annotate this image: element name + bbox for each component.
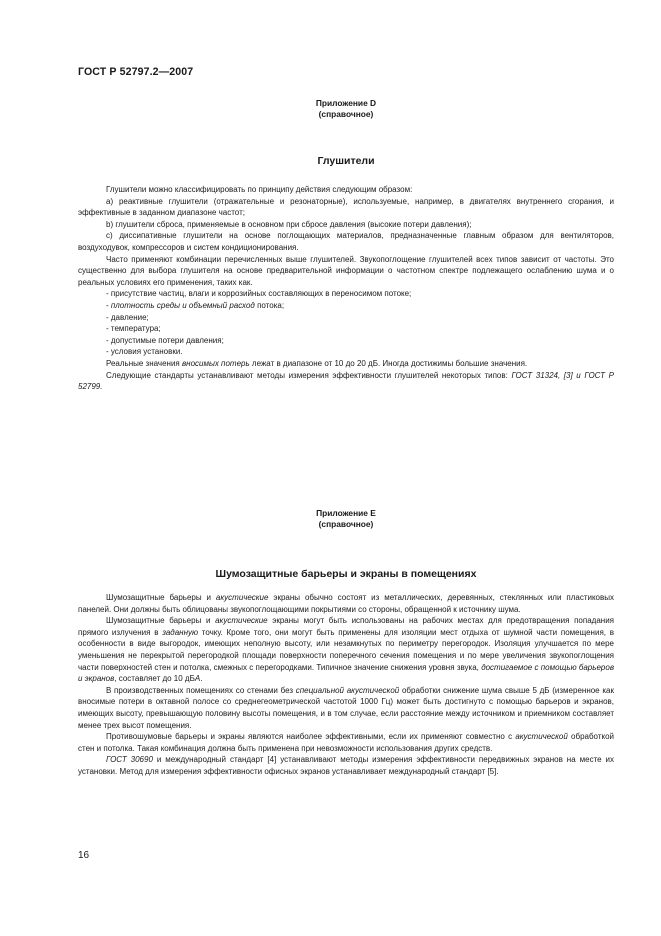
annex-d-title: Глушители <box>317 155 375 167</box>
annex-d-para-3-italic: вносимых потерь <box>181 358 250 368</box>
annex-e-title: Шумозащитные барьеры и экраны в помещениях <box>215 568 477 580</box>
annex-d-label: Приложение D <box>315 98 377 108</box>
annex-e-para-5: ГОСТ 30690 и международный стандарт [4] устанавливают методы измерения эффективности передвижных экранов на месте их установки. Метод для измерения эффективности офисных экранов устанавливает международный стандарт [5]. <box>78 755 615 776</box>
annex-e-para-3: В производственных помещениях со стенами без специальной акустической обработки снижение шума свыше 5 дБ (измеренное как вносимые потери в октавной полосе со среднегеометрической частотой 1000 Гц) может быть достигнуто с помощью барьеров и экранов, имеющих высоту, превышающую половину высоты помещения, и в том случае, если расстояние между источником и приемником составляет менее трех высот помещения. <box>78 685 614 730</box>
annex-d-para-2: Часто применяют комбинации перечисленных выше глушителей. Звукопоглощение глушителей всех типов зависит от частоты. Это существенно для выбора глушителя на основе предварительной информации о частотном спектре подлежащего ослаблению шума и о реальных условиях его применения, таких как. <box>78 254 614 287</box>
annex-e-sub: (справочное) <box>318 519 374 529</box>
annex-d-para-4: Следующие стандарты устанавливают методы измерения эффективности глушителей некоторых типов: ГОСТ 31324, [3] и ГОСТ Р 52799. <box>78 370 614 392</box>
annex-d-item-a: а) реактивные глушители (отражательные и резонаторные), используемые, например, в двигателях внутреннего сгорания, и эффективные в заданном диапазоне частот; <box>78 196 614 218</box>
document-code: ГОСТ Р 52797.2—2007 <box>78 66 194 78</box>
annex-d-dash-3: - давление; <box>106 312 149 322</box>
annex-e-body <box>78 592 614 778</box>
annex-e-para-2: Шумозащитные барьеры и акустические экраны могут быть использованы на рабочих местах для предотвращения попадания прямого излучения в заданную точку. Кроме того, они могут быть применены для изоляции мест отдыха от шумной части помещения, в особенности в виде выгородок, имеющих неполную высоту, или незамкнутых по периметру перегородок. Изоляция улучшается по мере уменьшения не перекрытой перегородкой площади поверхности поперечного сечения помещения и по мере увеличения звукопоглощения части поверхностей стен и потолка, смежных с перегородками. Типичное значение снижения уровня звука, достигаемое с помощью барьеров и экранов, составляет до 10 дБА. <box>78 616 614 684</box>
annex-d-intro: Глушители можно классифицировать по принципу действия следующим образом: <box>106 185 413 194</box>
annex-d-item-c: с) диссипативные глушители на основе поглощающих материалов, предназначенные главным образом для вентиляторов, воздуходувок, компрессоров и систем кондиционирования. <box>78 231 614 252</box>
annex-d-para-4-italic: ГОСТ 31324, [3] и ГОСТ Р 52799. <box>78 370 614 392</box>
annex-d-body <box>78 184 614 393</box>
annex-d-dash-6: - условия установки. <box>106 347 183 357</box>
annex-e-label: Приложение Е <box>316 508 376 518</box>
annex-e-para-1: Шумозащитные барьеры и акустические экраны обычно состоят из металлических, деревянных, стеклянных или пластиковых панелей. Они должны быть облицованы звукопоглощающими покрытиями со стороны, обращенной к источнику шума. <box>78 593 614 614</box>
annex-e-heading <box>78 508 614 530</box>
annex-d-para-3: Реальные значения вносимых потерь лежат в диапазоне от 10 до 20 дБ. Иногда достижимы большие значения. <box>106 358 528 368</box>
annex-d-dash-2: - плотность среды и объемный расход потока; <box>106 300 285 310</box>
annex-d-dash-1: - присутствие частиц, влаги и коррозийных составляющих в переносимом потоке; <box>106 289 412 299</box>
page-number: 16 <box>78 850 90 861</box>
annex-d-heading <box>78 98 614 120</box>
annex-e-para-4: Противошумовые барьеры и экраны являются наиболее эффективными, если их применяют совместно с акустической обработкой стен и потолка. Такая комбинация должна быть применена при невозможности использования других средств. <box>78 732 614 753</box>
annex-d-item-b: b) глушители сброса, применяемые в основном при сбросе давления (высокие потери давления); <box>106 219 472 229</box>
annex-d-sub: (справочное) <box>318 109 374 119</box>
annex-d-dash-2-italic: плотность среды и объемный расход <box>110 300 255 310</box>
annex-d-dash-4: - температура; <box>106 324 161 334</box>
annex-d-dash-5: - допустимые потери давления; <box>106 335 224 345</box>
